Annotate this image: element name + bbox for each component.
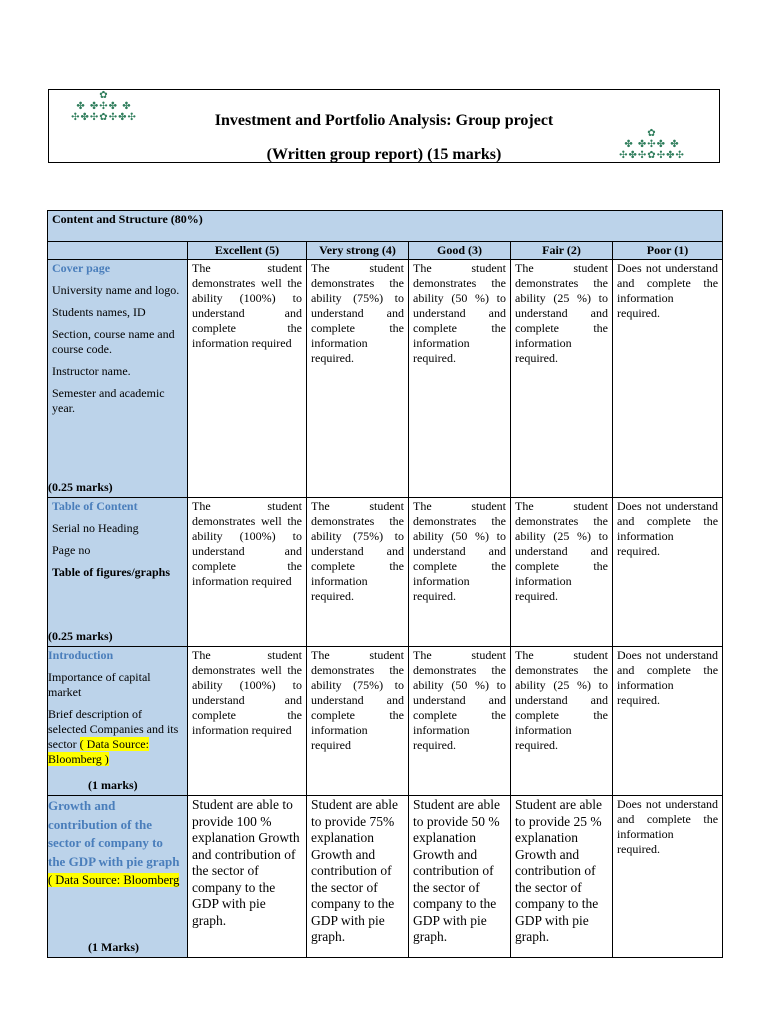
- decorative-ornament-icon: ✿ ✤ ✤✣✤ ✤ ✣✤✣✿✣✤✣: [619, 128, 685, 161]
- criterion-cell: [48, 647, 188, 796]
- rating-cell: The student demonstrates the ability (25 %) to understand and complete the information required.: [511, 498, 613, 647]
- criterion-cell: [48, 796, 188, 958]
- criterion-title: Introduction: [48, 648, 114, 662]
- column-header: Fair (2): [511, 242, 613, 260]
- header-box: [48, 89, 720, 163]
- rating-cell: Does not understand and complete the information required.: [613, 647, 723, 796]
- rating-cell: The student demonstrates well the ability (100%) to understand and complete the information required: [188, 260, 307, 498]
- criterion-item: Serial no Heading: [52, 521, 139, 535]
- column-header: Poor (1): [613, 242, 723, 260]
- rating-cell: The student demonstrates the ability (50 %) to understand and complete the information required.: [409, 260, 511, 498]
- column-header: Excellent (5): [188, 242, 307, 260]
- column-header: Good (3): [409, 242, 511, 260]
- column-header-blank: [48, 242, 188, 260]
- criterion-item: University name and logo.: [52, 283, 180, 297]
- criterion-item: Page no: [52, 543, 91, 557]
- rating-cell: The student demonstrates well the ability (100%) to understand and complete the information required: [188, 498, 307, 647]
- criterion-cell: [48, 260, 188, 498]
- rating-cell: Student are able to provide 25 % explanation Growth and contribution of the sector of company to the GDP with pie graph.: [511, 796, 613, 958]
- rating-cell: The student demonstrates the ability (25 %) to understand and complete the information required.: [511, 647, 613, 796]
- criterion-marks: (0.25 marks): [48, 629, 113, 643]
- data-source-highlight: ( Data Source: Bloomberg: [48, 873, 180, 887]
- criterion-title: Table of Content: [52, 499, 138, 513]
- rating-cell: Student are able to provide 100 % explanation Growth and contribution of the sector of company to the GDP with pie graph.: [188, 796, 307, 958]
- criterion-item: Instructor name.: [52, 364, 131, 378]
- rating-cell: The student demonstrates the ability (25 %) to understand and complete the information required.: [511, 260, 613, 498]
- decorative-ornament-icon: ✿ ✤ ✤✣✤ ✤ ✣✤✣✿✣✤✣: [71, 90, 137, 123]
- criterion-marks: (1 Marks): [88, 940, 139, 954]
- criterion-item: [48, 707, 183, 767]
- criterion-title: Growth and contribution of the sector of company to the GDP with pie graph: [48, 798, 180, 869]
- section-header-row: [48, 211, 723, 242]
- criterion-item: Students names, ID: [52, 305, 146, 319]
- criterion-item: Semester and academic year.: [52, 386, 165, 415]
- rating-cell: Does not understand and complete the information required.: [613, 498, 723, 647]
- criterion-item: Section, course name and course code.: [52, 327, 175, 356]
- rating-cell: Student are able to provide 50 % explanation Growth and contribution of the sector of company to the GDP with pie graph.: [409, 796, 511, 958]
- column-header-row: [48, 242, 723, 260]
- data-source-highlight: ( Data Source: Bloomberg ): [48, 737, 149, 766]
- criterion-marks: (0.25 marks): [48, 480, 113, 494]
- rating-cell: Does not understand and complete the information required.: [613, 260, 723, 498]
- rubric-table: [47, 210, 723, 958]
- table-row: [48, 260, 723, 498]
- criterion-item: Importance of capital market: [48, 670, 151, 699]
- rating-cell: The student demonstrates the ability (50 %) to understand and complete the information required.: [409, 647, 511, 796]
- document-subtitle: (Written group report) (15 marks): [266, 146, 502, 163]
- criterion-item-text: Brief description of selected Companies and its sector: [48, 707, 179, 751]
- criterion-title: Cover page: [52, 261, 111, 275]
- table-row: [48, 498, 723, 647]
- criterion-item: Table of figures/graphs: [52, 565, 171, 579]
- rating-cell: The student demonstrates the ability (75%) to understand and complete the information required: [307, 647, 409, 796]
- rating-cell: The student demonstrates well the ability (100%) to understand and complete the information required: [188, 647, 307, 796]
- section-title: Content and Structure (80%): [48, 211, 723, 242]
- criterion-marks: (1 marks): [88, 778, 138, 792]
- table-row: [48, 647, 723, 796]
- criterion-cell: [48, 498, 188, 647]
- rating-cell: The student demonstrates the ability (75%) to understand and complete the information required.: [307, 498, 409, 647]
- table-row: [48, 796, 723, 958]
- column-header: Very strong (4): [307, 242, 409, 260]
- rating-cell: Student are able to provide 75% explanation Growth and contribution of the sector of company to the GDP with pie graph.: [307, 796, 409, 958]
- rating-cell: Does not understand and complete the information required.: [613, 796, 723, 958]
- rating-cell: The student demonstrates the ability (50 %) to understand and complete the information required.: [409, 498, 511, 647]
- rating-cell: The student demonstrates the ability (75%) to understand and complete the information required.: [307, 260, 409, 498]
- document-title: Investment and Portfolio Analysis: Group project: [214, 112, 554, 129]
